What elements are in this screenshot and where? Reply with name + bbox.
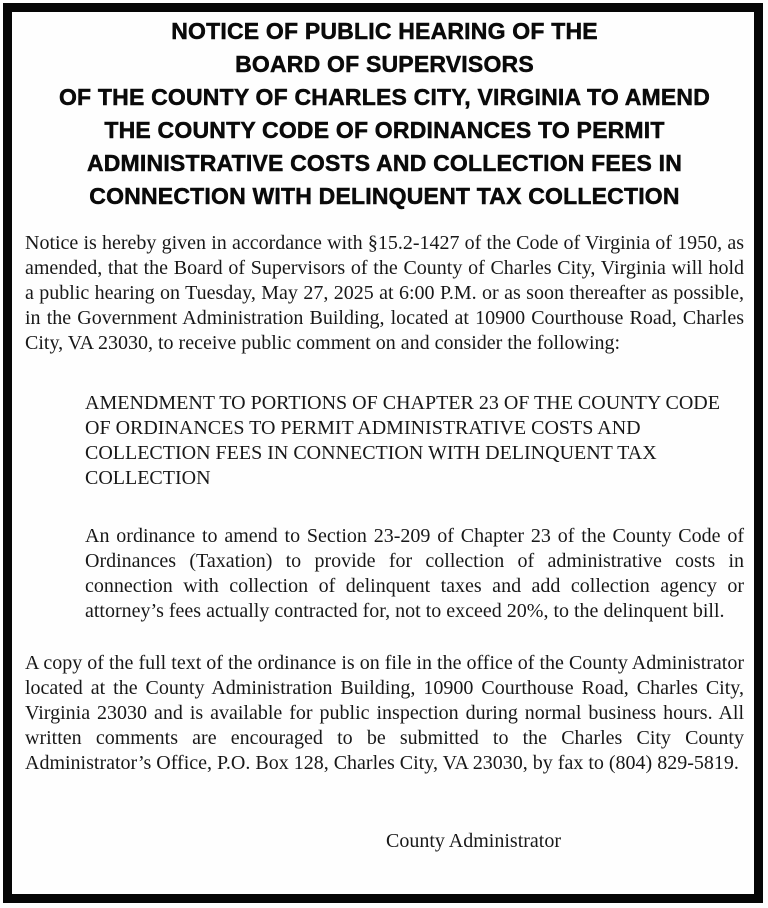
ordinance-summary-paragraph: An ordinance to amend to Section 23-209 of Chapter 23 of the County Code of Ordinances (Taxation) to provide for collection of administrative costs in connection with collection of delinquent taxes and add collection agency or attorney’s fees actually contracted for, not to exceed 20%, to the delinquent bill.	[85, 525, 744, 622]
intro-paragraph: Notice is hereby given in accordance with §15.2-1427 of the Code of Virginia of 1950, as amended, that the Board of Supervisors of the County of Charles City, Virginia will hold a public hearing on Tuesday, May 27, 2025 at 6:00 P.M. or as soon thereafter as possible, in the Government Administration Building, located at 10900 Courthouse Road, Charles City, VA 23030, to receive public comment on and consider the following:	[25, 232, 744, 354]
notice-title	[25, 15, 744, 213]
notice-title-line: NOTICE OF PUBLIC HEARING OF THE	[171, 18, 598, 44]
amendment-heading-paragraph: AMENDMENT TO PORTIONS OF CHAPTER 23 OF THE COUNTY CODE OF ORDINANCES TO PERMIT ADMINISTRATIVE COSTS AND COLLECTION FEES IN CONNECTION WITH DELINQUENT TAX COLLECTION	[85, 392, 720, 489]
notice-title-line: OF THE COUNTY OF CHARLES CITY, VIRGINIA TO AMEND	[58, 84, 711, 110]
availability-paragraph: A copy of the full text of the ordinance is on file in the office of the County Administrator located at the County Administration Building, 10900 Courthouse Road, Charles City, Virginia 23030 and is available for public inspection during normal business hours. All written comments are encouraged to be submitted to the Charles City County Administrator’s Office, P.O. Box 128, Charles City, VA 23030, by fax to (804) 829-5819.	[25, 652, 744, 774]
notice-title-line: THE COUNTY CODE OF ORDINANCES TO PERMIT	[104, 117, 665, 143]
signature-line: County Administrator	[386, 830, 561, 852]
notice-title-line: CONNECTION WITH DELINQUENT TAX COLLECTION	[89, 183, 680, 209]
notice-title-line: ADMINISTRATIVE COSTS AND COLLECTION FEES IN	[86, 150, 683, 176]
document-border-frame	[3, 3, 763, 903]
notice-title-line: BOARD OF SUPERVISORS	[235, 51, 534, 77]
